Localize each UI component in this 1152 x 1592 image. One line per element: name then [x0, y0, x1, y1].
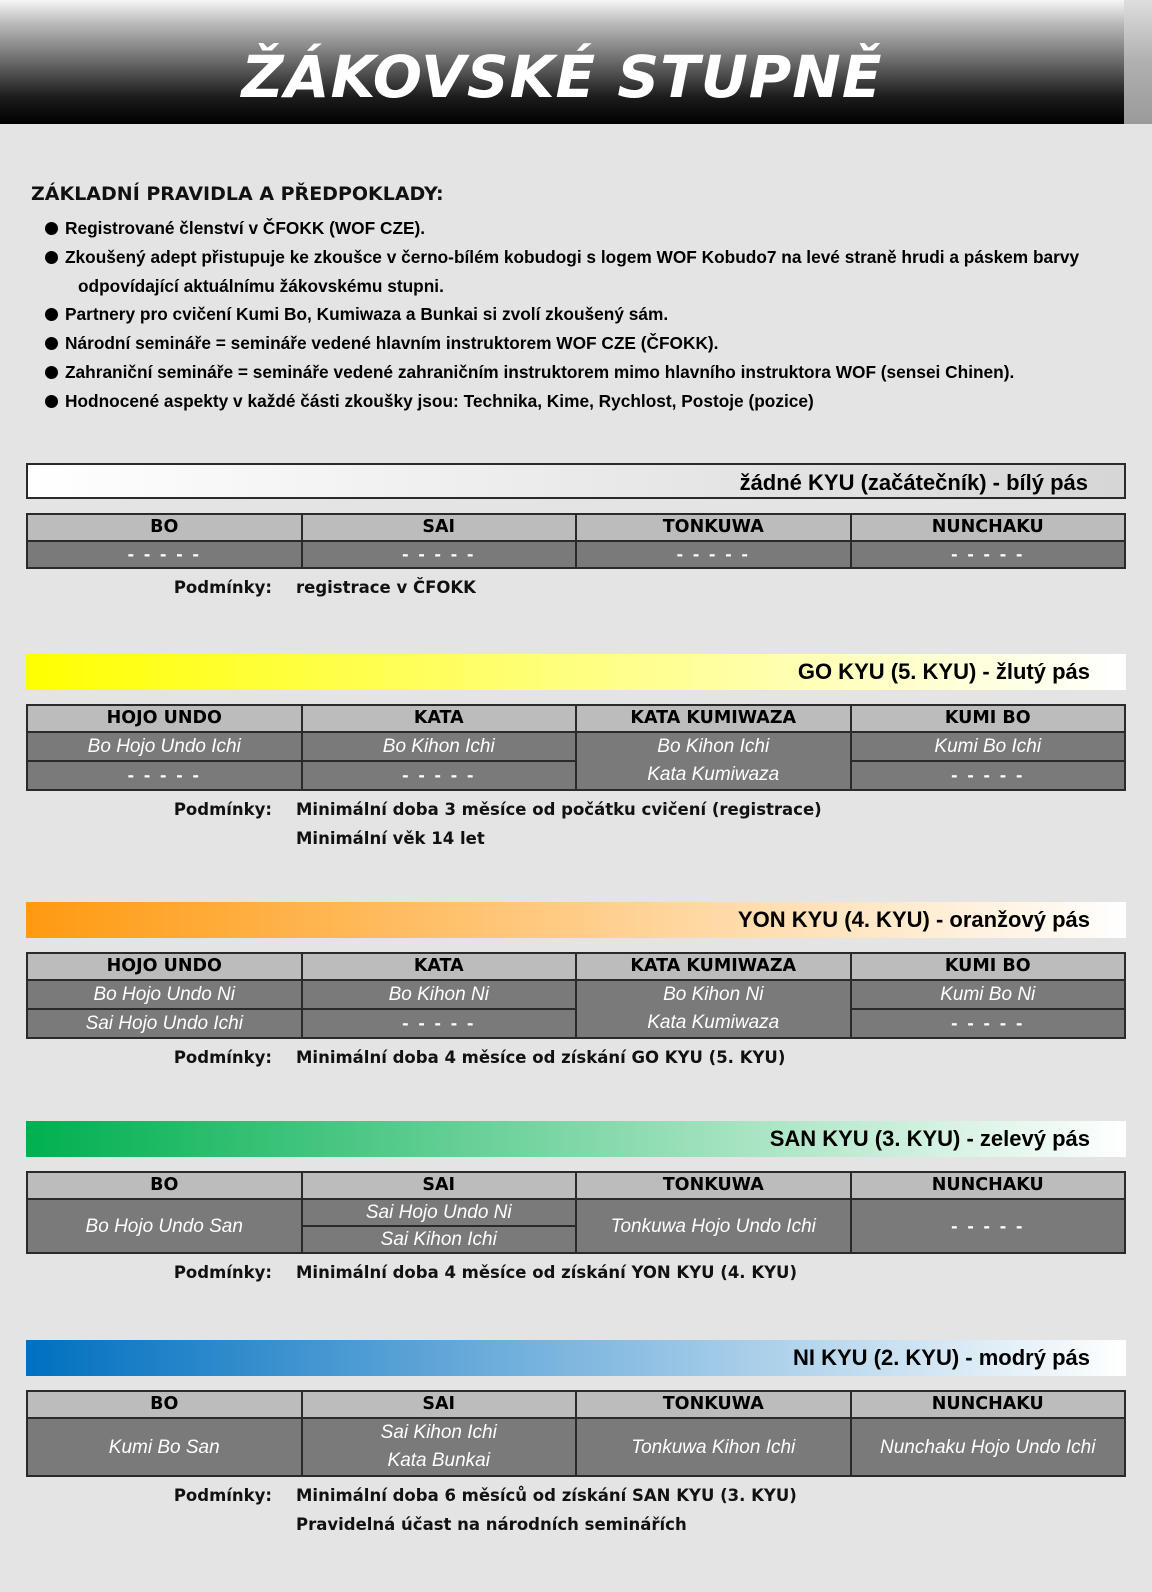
- column-header: KATA: [302, 705, 577, 732]
- header-edge: [1124, 0, 1152, 124]
- column-header: TONKUWA: [576, 1391, 851, 1418]
- conditions: [26, 1481, 1126, 1539]
- rule-item: [45, 387, 1125, 416]
- cell-line: Sai Kihon Ichi: [380, 1422, 497, 1443]
- table-cell: Tonkuwa Hojo Undo Ichi: [576, 1199, 851, 1253]
- cell-line: Kata Bunkai: [387, 1450, 490, 1471]
- table-cell: Bo Kihon Ichi: [302, 732, 577, 761]
- conditions-label: Podmínky:: [173, 578, 272, 597]
- conditions-lines: [296, 1043, 785, 1072]
- rule-item: [45, 214, 1125, 243]
- table-cell: Bo Hojo Undo Ni: [27, 980, 302, 1009]
- grade-table: [26, 513, 1126, 569]
- grade-title: žádné KYU (začátečník) - bílý pás: [739, 470, 1088, 495]
- grade-section-yellow: [26, 654, 1126, 853]
- rules-title: ZÁKLADNÍ PRAVIDLA A PŘEDPOKLADY:: [31, 183, 444, 205]
- table-cell: - - - - -: [302, 541, 577, 568]
- bullet-icon: [45, 337, 58, 350]
- grade-banner: [26, 654, 1126, 690]
- grade-table: [26, 1390, 1126, 1477]
- table-cell: - - - - -: [851, 761, 1126, 790]
- bullet-icon: [45, 251, 58, 264]
- column-header: HOJO UNDO: [27, 953, 302, 980]
- table-cell: - - - - -: [576, 541, 851, 568]
- rule-text: Národní semináře = semináře vedené hlavním instruktorem WOF CZE (ČFOKK).: [65, 333, 719, 354]
- table-cell: [576, 732, 851, 790]
- grade-title: GO KYU (5. KYU) - žlutý pás: [797, 659, 1090, 684]
- column-header: BO: [27, 1172, 302, 1199]
- table-cell: Sai Hojo Undo Ichi: [27, 1009, 302, 1038]
- condition-text: Minimální doba 4 měsíce od získání GO KYU (5. KYU): [296, 1048, 786, 1067]
- conditions-lines: [296, 573, 476, 602]
- table-cell: - - - - -: [302, 1009, 577, 1038]
- table-cell: Bo Hojo Undo San: [27, 1199, 302, 1253]
- rule-text: Registrované členství v ČFOKK (WOF CZE).: [65, 218, 426, 238]
- rule-item: [45, 243, 1125, 301]
- rule-text: Zkoušený adept přistupuje ke zkoušce v černo-bílém kobudogi s logem WOF Kobudo7 na levé straně hrudi a páskem barvy: [65, 246, 1080, 267]
- rule-text: odpovídající aktuálnímu žákovskému stupni.: [78, 275, 444, 296]
- grade-table: [26, 704, 1126, 791]
- column-header: HOJO UNDO: [27, 705, 302, 732]
- column-header: NUNCHAKU: [851, 1172, 1126, 1199]
- column-header: KUMI BO: [851, 705, 1126, 732]
- table-cell: Tonkuwa Kihon Ichi: [576, 1418, 851, 1476]
- table-cell: [302, 1418, 577, 1476]
- column-header: KATA KUMIWAZA: [576, 705, 851, 732]
- table-cell: Sai Hojo Undo Ni: [302, 1199, 577, 1226]
- grade-table: [26, 1171, 1126, 1254]
- cell-line: Bo Kihon Ichi: [657, 736, 770, 757]
- page-header: [0, 0, 1124, 124]
- column-header: SAI: [302, 1391, 577, 1418]
- column-header: SAI: [302, 514, 577, 541]
- grade-title: YON KYU (4. KYU) - oranžový pás: [737, 907, 1090, 932]
- rule-text: Zahraniční semináře = semináře vedené zahraničním instruktorem mimo hlavního instruktora WOF (sensei Chinen).: [65, 361, 1015, 382]
- grade-banner: [26, 1121, 1126, 1157]
- conditions-label: Podmínky:: [173, 800, 272, 819]
- grade-table: [26, 952, 1126, 1039]
- table-cell: Bo Kihon Ni: [302, 980, 577, 1009]
- condition-text: Pravidelná účast na národních seminářích: [296, 1515, 687, 1534]
- table-cell: - - - - -: [302, 761, 577, 790]
- bullet-icon: [45, 395, 58, 408]
- grade-section-blue: [26, 1340, 1126, 1539]
- grade-section-orange: [26, 902, 1126, 1072]
- table-cell: Nunchaku Hojo Undo Ichi: [851, 1418, 1126, 1476]
- table-cell: Kumi Bo Ni: [851, 980, 1126, 1009]
- table-cell: Bo Hojo Undo Ichi: [27, 732, 302, 761]
- bullet-icon: [45, 366, 58, 379]
- column-header: NUNCHAKU: [851, 514, 1126, 541]
- condition-text: registrace v ČFOKK: [296, 578, 476, 597]
- grade-title: SAN KYU (3. KYU) - zelevý pás: [769, 1126, 1090, 1151]
- column-header: KUMI BO: [851, 953, 1126, 980]
- rule-text: Hodnocené aspekty v každé části zkoušky jsou: Technika, Kime, Rychlost, Postoje (pozice): [65, 390, 814, 411]
- column-header: BO: [27, 1391, 302, 1418]
- grade-section-green: [26, 1121, 1126, 1287]
- table-cell: Sai Kihon Ichi: [302, 1226, 577, 1253]
- conditions-lines: [296, 795, 822, 853]
- conditions: [26, 573, 1126, 602]
- conditions-lines: [296, 1481, 797, 1539]
- table-cell: Kumi Bo San: [27, 1418, 302, 1476]
- conditions: [26, 1043, 1126, 1072]
- conditions-label: Podmínky:: [173, 1486, 272, 1505]
- grade-banner: [26, 1340, 1126, 1376]
- cell-line: Kata Kumiwaza: [647, 1012, 780, 1033]
- bullet-icon: [45, 308, 58, 321]
- grade-banner: [26, 463, 1126, 499]
- column-header: SAI: [302, 1172, 577, 1199]
- rule-item: [45, 329, 1125, 358]
- conditions: [26, 795, 1126, 853]
- conditions: [26, 1258, 1126, 1287]
- table-cell: - - - - -: [27, 541, 302, 568]
- condition-text: Minimální věk 14 let: [296, 829, 485, 848]
- condition-text: Minimální doba 4 měsíce od získání YON KYU (4. KYU): [296, 1263, 797, 1282]
- column-header: TONKUWA: [576, 1172, 851, 1199]
- table-cell: [576, 980, 851, 1038]
- cell-line: Kata Kumiwaza: [647, 764, 780, 785]
- grade-banner: [26, 902, 1126, 938]
- cell-line: Bo Kihon Ni: [663, 984, 764, 1005]
- rule-item: [45, 300, 1125, 329]
- page-title: ŽÁKOVSKÉ STUPNĚ: [241, 43, 883, 111]
- table-cell: Kumi Bo Ichi: [851, 732, 1126, 761]
- grade-title: NI KYU (2. KYU) - modrý pás: [792, 1345, 1090, 1370]
- rule-text: Partnery pro cvičení Kumi Bo, Kumiwaza a Bunkai si zvolí zkoušený sám.: [65, 304, 669, 325]
- column-header: KATA: [302, 953, 577, 980]
- column-header: BO: [27, 514, 302, 541]
- conditions-label: Podmínky:: [173, 1048, 272, 1067]
- table-cell: - - - - -: [27, 761, 302, 790]
- condition-text: Minimální doba 6 měsíců od získání SAN KYU (3. KYU): [296, 1486, 797, 1505]
- rules-list: [45, 214, 1125, 416]
- conditions-lines: [296, 1258, 797, 1287]
- condition-text: Minimální doba 3 měsíce od počátku cvičení (registrace): [296, 800, 822, 819]
- bullet-icon: [45, 222, 58, 235]
- column-header: TONKUWA: [576, 514, 851, 541]
- table-cell: - - - - -: [851, 1009, 1126, 1038]
- grade-section-white: [26, 463, 1126, 602]
- conditions-label: Podmínky:: [173, 1263, 272, 1282]
- table-cell: - - - - -: [851, 541, 1126, 568]
- column-header: KATA KUMIWAZA: [576, 953, 851, 980]
- rule-item: [45, 358, 1125, 387]
- column-header: NUNCHAKU: [851, 1391, 1126, 1418]
- table-cell: - - - - -: [851, 1199, 1126, 1253]
